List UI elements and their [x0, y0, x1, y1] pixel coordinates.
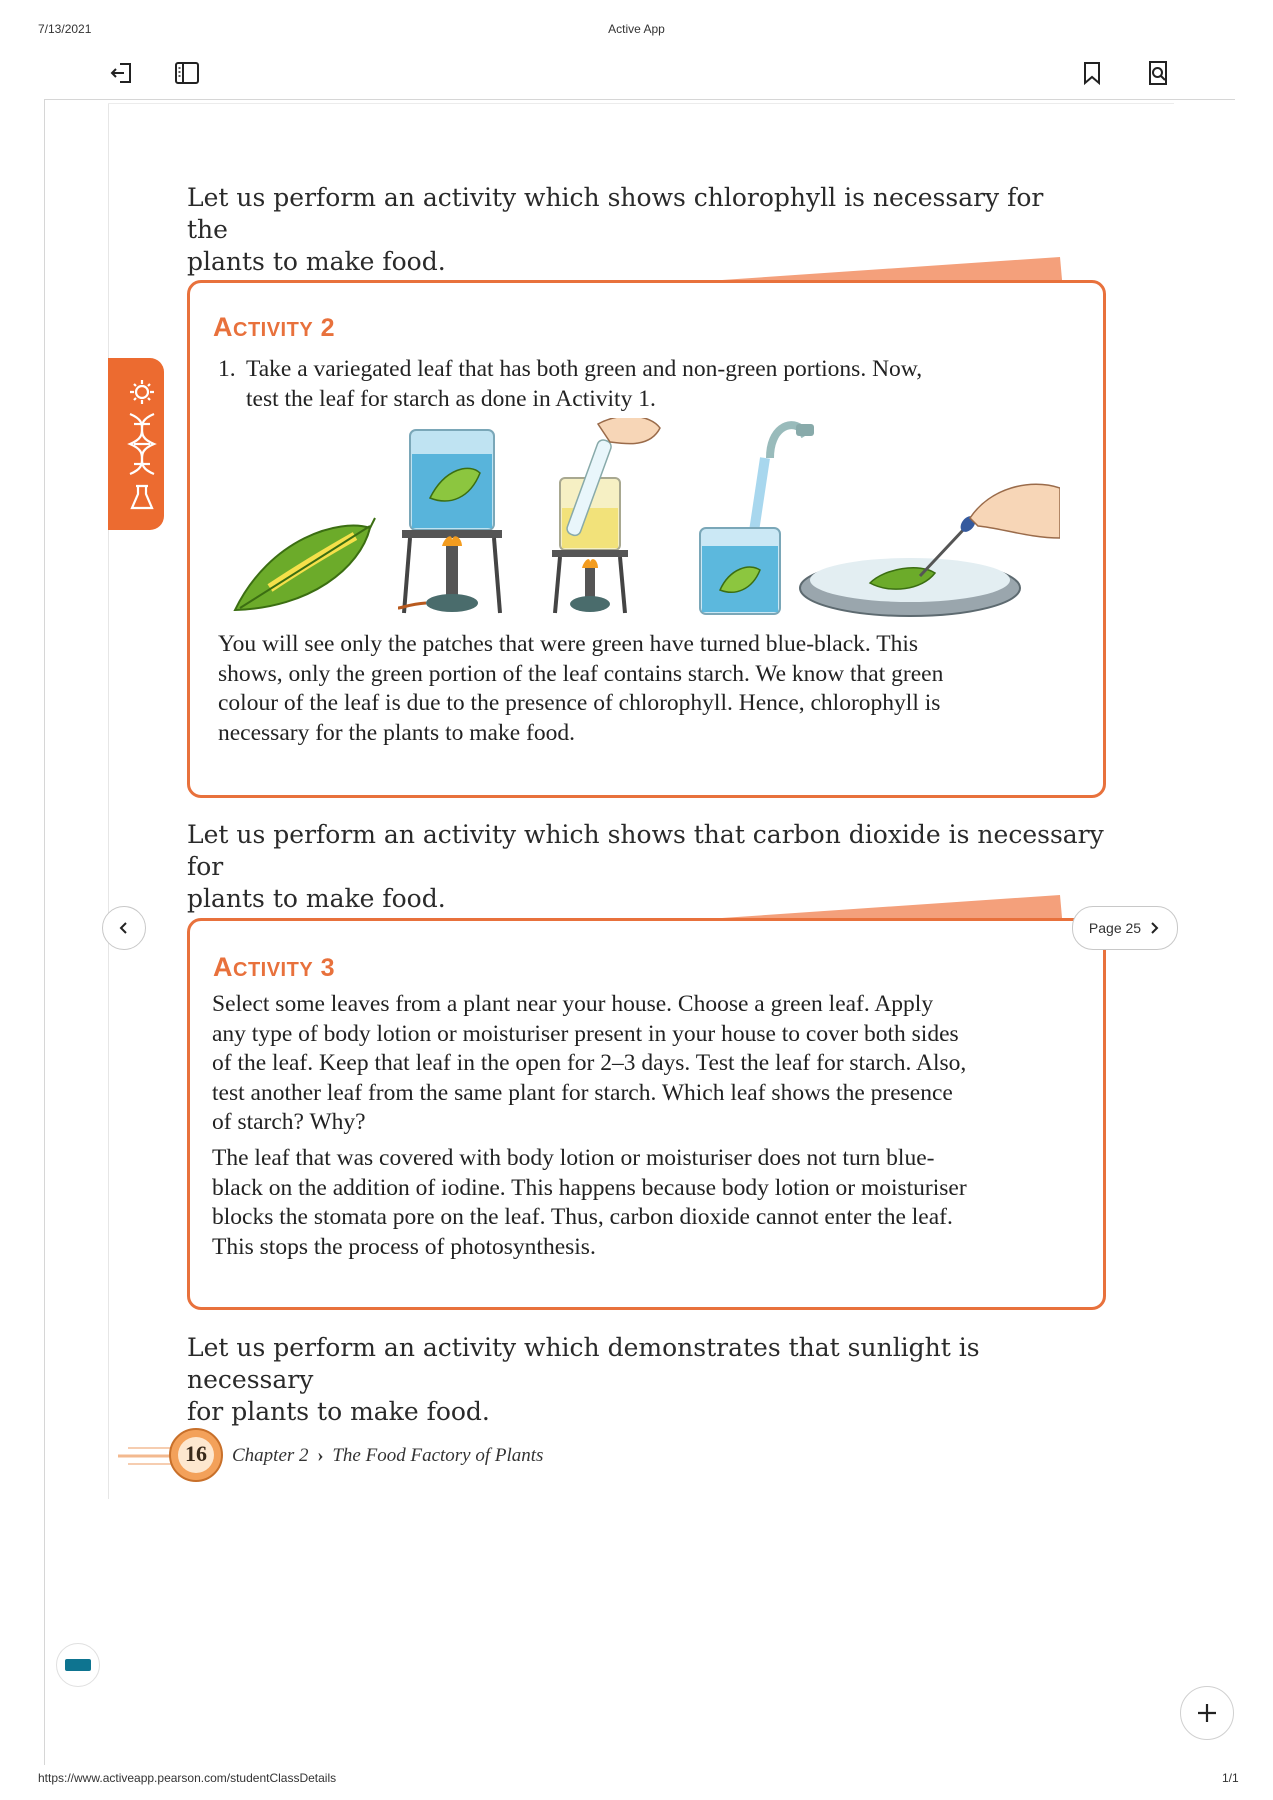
- text-line: test the leaf for starch as done in Activity 1.: [246, 385, 656, 412]
- text-line: You will see only the patches that were green have turned blue-black. This: [218, 631, 919, 657]
- activity-2-result: [218, 630, 1088, 748]
- notes-button[interactable]: [56, 1643, 100, 1687]
- activity-3-answer: [212, 1144, 1092, 1262]
- page-label: Page 25: [1088, 920, 1142, 936]
- text-line: necessary for the plants to make food.: [218, 719, 575, 746]
- add-button[interactable]: [1180, 1686, 1234, 1740]
- activity-2-step-number: 1.: [218, 356, 236, 382]
- activity-2-title: [213, 312, 335, 343]
- exit-icon: [109, 60, 135, 86]
- chapter-title: The Food Factory of Plants: [332, 1445, 544, 1466]
- rinsing-leaf-image: [700, 424, 814, 614]
- activity-2-illustration: [230, 418, 1060, 618]
- exit-button[interactable]: [105, 56, 139, 90]
- chapter-breadcrumb: [232, 1445, 543, 1467]
- search-page-button[interactable]: [1141, 56, 1175, 90]
- page-edge-left: [108, 104, 109, 1499]
- viewer-frame-top: [44, 99, 1235, 100]
- activity-side-tab[interactable]: [108, 358, 164, 530]
- text-line: for plants to make food.: [187, 1397, 490, 1426]
- text-line: test another leaf from the same plant for starch. Which leaf shows the presence: [212, 1079, 953, 1106]
- text-line: of the leaf. Keep that leaf in the open for 2–3 days. Test the leaf for starch. Also,: [212, 1050, 967, 1076]
- activity-number: 3: [320, 954, 336, 982]
- text-line: plants to make food.: [187, 884, 446, 913]
- title-initial: A: [213, 952, 233, 982]
- book-page-number: 16: [185, 1441, 207, 1466]
- text-line: plants to make food.: [187, 247, 446, 276]
- chevron-left-icon: [117, 921, 131, 935]
- text-line: colour of the leaf is due to the presence of chlorophyll. Hence, chlorophyll is: [218, 690, 941, 716]
- bookmark-button[interactable]: [1075, 56, 1109, 90]
- variegated-leaf-image: [235, 518, 375, 610]
- viewer-frame-left: [44, 100, 45, 1765]
- chapter-label: Chapter 2: [232, 1445, 309, 1466]
- text-line: Let us perform an activity which shows that carbon dioxide is necessary for: [187, 820, 1104, 881]
- print-footer-url: https://www.activeapp.pearson.com/studentClassDetails: [38, 1771, 337, 1785]
- breadcrumb-separator: ›: [317, 1445, 324, 1466]
- science-dna-icon: [108, 358, 164, 530]
- test-tube-heating-image: [552, 418, 660, 613]
- text-line: Let us perform an activity which demonstrates that sunlight is necessary: [187, 1333, 980, 1394]
- print-title: Active App: [608, 22, 665, 36]
- text-line: Take a variegated leaf that has both green and non-green portions. Now,: [246, 356, 923, 382]
- title-rest: CTIVITY: [233, 959, 314, 981]
- text-line: This stops the process of photosynthesis.: [212, 1233, 596, 1260]
- text-line: shows, only the green portion of the leaf contains starch. We know that green: [218, 660, 944, 687]
- text-line: The leaf that was covered with body lotion or moisturiser does not turn blue-: [212, 1145, 935, 1171]
- text-line: any type of body lotion or moisturiser present in your house to cover both sides: [212, 1020, 959, 1047]
- bookmark-icon: [1079, 60, 1105, 86]
- text-line: of starch? Why?: [212, 1109, 366, 1135]
- plus-icon: [1195, 1701, 1219, 1725]
- print-footer-page: 1/1: [1222, 1771, 1239, 1785]
- text-line: Select some leaves from a plant near your house. Choose a green leaf. Apply: [212, 991, 934, 1017]
- text-line: black on the addition of iodine. This happens because body lotion or moisturiser: [212, 1174, 967, 1201]
- activity-2-step: [246, 355, 1086, 414]
- chevron-right-icon: [1147, 921, 1161, 935]
- sidebar-toggle-button[interactable]: [170, 56, 204, 90]
- intro-paragraph-3: [187, 1332, 1107, 1428]
- iodine-test-dish-image: [800, 484, 1060, 616]
- next-page-button[interactable]: [1072, 906, 1178, 950]
- title-initial: A: [213, 312, 233, 342]
- text-line: Let us perform an activity which shows chlorophyll is necessary for the: [187, 183, 1044, 244]
- note-icon: [65, 1658, 91, 1672]
- print-date: 7/13/2021: [38, 22, 92, 36]
- activity-number: 2: [320, 314, 336, 342]
- title-rest: CTIVITY: [233, 319, 314, 341]
- sidebar-panel-icon: [174, 60, 200, 86]
- beaker-on-burner-image: [398, 430, 502, 613]
- activity-3-title: [213, 952, 335, 983]
- previous-page-button[interactable]: [102, 906, 146, 950]
- search-page-icon: [1144, 59, 1172, 87]
- activity-3-instructions: [212, 990, 1092, 1138]
- text-line: blocks the stomata pore on the leaf. Thus, carbon dioxide cannot enter the leaf.: [212, 1204, 953, 1230]
